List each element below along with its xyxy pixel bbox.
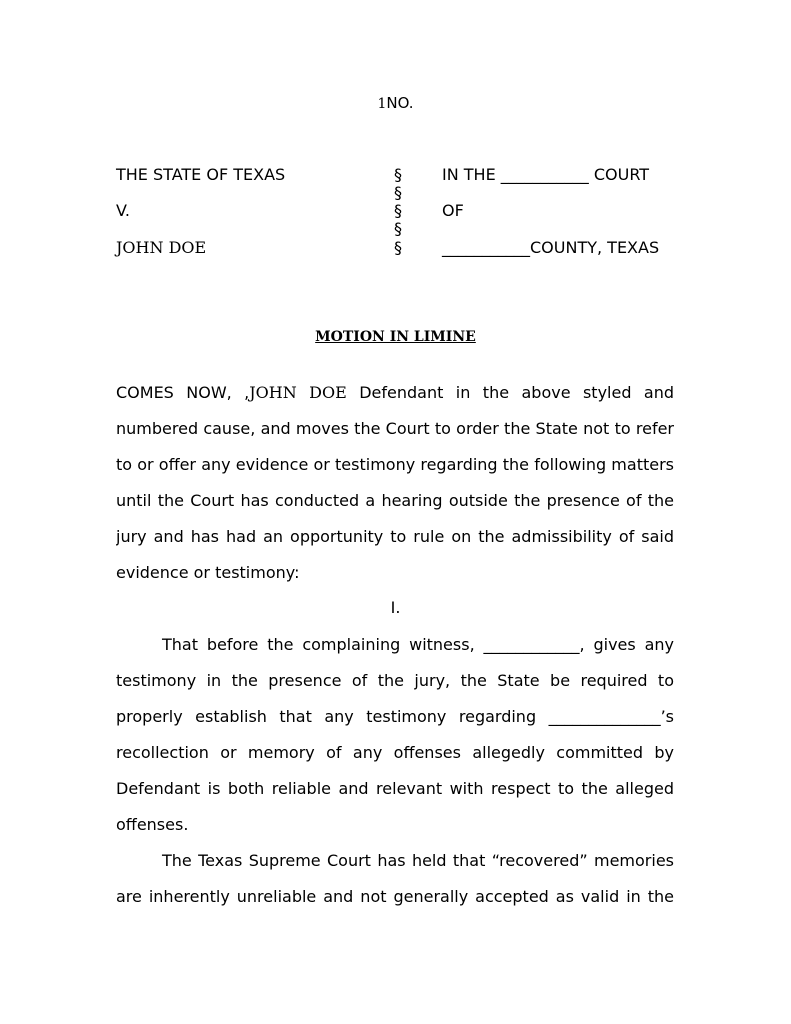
caption-versus: V. — [116, 201, 130, 220]
caption-court: IN THE ___________ COURT — [442, 165, 650, 184]
intro-line-3: to or offer any evidence or testimony regarding the following matters — [116, 455, 674, 474]
intro-line-5: jury and has had an opportunity to rule on the admissibility of said — [116, 527, 674, 546]
intro-text: Defendant in the above styled and — [346, 383, 674, 402]
para1-line-4: recollection or memory of any offenses allegedly committed by — [116, 743, 674, 762]
section-symbol: § — [394, 165, 402, 184]
para1-line-1: That before the complaining witness, ____________, gives any — [162, 635, 674, 654]
intro-line-4: until the Court has conducted a hearing outside the presence of the — [116, 491, 674, 510]
section-symbol: § — [394, 183, 402, 202]
para1-line-2: testimony in the presence of the jury, the State be required to — [116, 671, 674, 690]
intro-paragraph — [116, 375, 674, 591]
document-title: MOTION IN LIMINE — [315, 329, 476, 345]
para2-line-1: The Texas Supreme Court has held that “recovered” memories — [162, 851, 674, 870]
para1-line-5: Defendant is both reliable and relevant with respect to the alleged — [116, 779, 674, 798]
paragraph-2 — [116, 843, 674, 915]
case-number-label: NO. — [386, 94, 414, 112]
intro-line-6: evidence or testimony: — [116, 563, 300, 582]
paragraph-1 — [116, 627, 674, 843]
section-symbol: § — [394, 201, 402, 220]
section-symbol: § — [394, 219, 402, 238]
case-number — [0, 94, 791, 112]
para1-line-3: properly establish that any testimony regarding ______________’s — [116, 707, 674, 726]
case-number-prefix: 1 — [377, 96, 387, 112]
section-heading: I. — [390, 598, 401, 617]
para2-line-2: are inherently unreliable and not generally accepted as valid in the — [116, 887, 674, 906]
defendant-name: JOHN DOE — [249, 383, 347, 402]
section-symbol: § — [394, 238, 402, 257]
intro-line-1 — [116, 375, 674, 411]
caption-state: THE STATE OF TEXAS — [116, 165, 286, 184]
para1-line-6: offenses. — [116, 815, 189, 834]
intro-line-2: numbered cause, and moves the Court to order the State not to refer — [116, 419, 674, 438]
caption-defendant: JOHN DOE — [116, 238, 207, 257]
caption-county: ___________COUNTY, TEXAS — [442, 238, 660, 257]
intro-text: COMES NOW, , — [116, 383, 250, 402]
caption-of: OF — [442, 201, 464, 220]
